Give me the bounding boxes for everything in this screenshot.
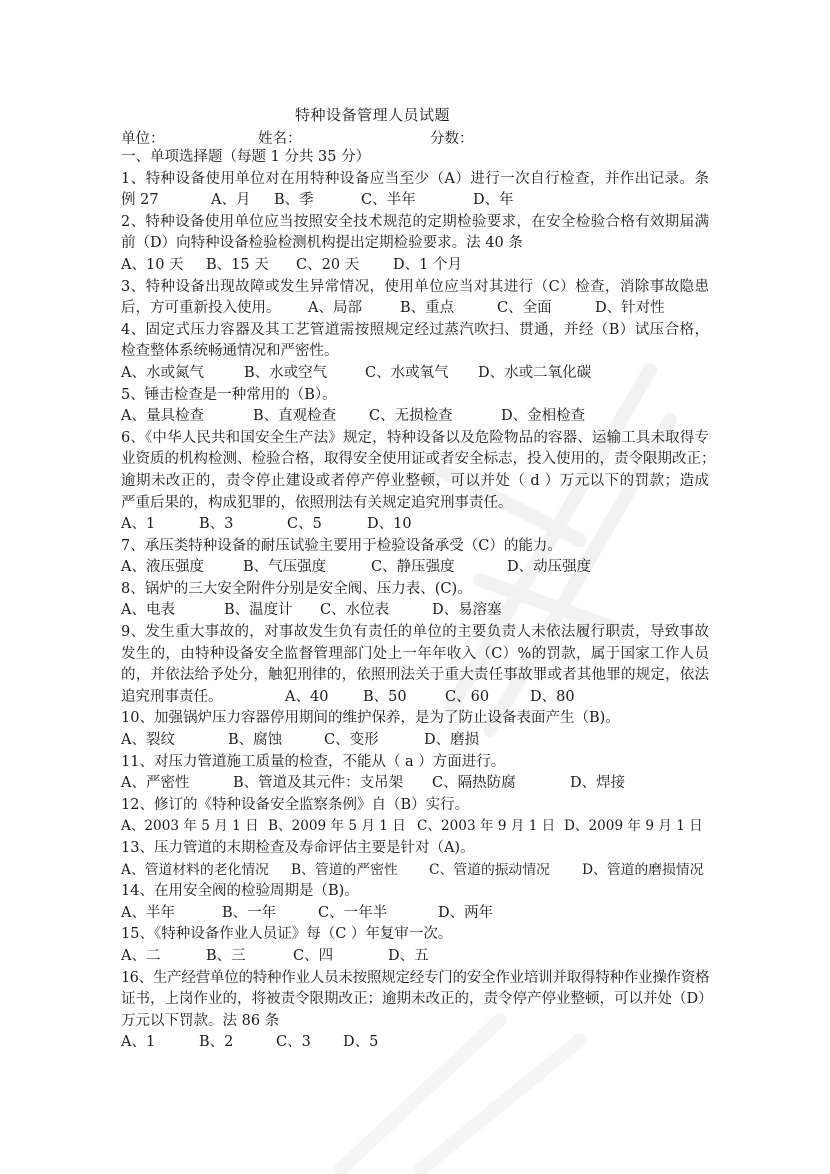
question-9-text-cont3: 追究刑事责任。 [121, 688, 223, 705]
option: A、电表 [121, 602, 175, 619]
question-4-text-cont: 检查整体系统畅通情况和严密性。 [121, 343, 339, 360]
unit-label: 单位： [121, 131, 165, 147]
option: D、五 [388, 947, 429, 964]
question-9-text-cont2: 的，并依法给予处分，触犯刑律的，依照刑法关于重大责任事故罪或者其他罪的规定，依法 [121, 667, 709, 684]
option: C、水位表 [320, 602, 390, 619]
option: C、2003 年 9 月 1 日 [417, 818, 556, 835]
option: C、无损检查 [369, 408, 453, 425]
question-16-options [121, 1032, 709, 1054]
option: A、1 [121, 1034, 156, 1051]
option: D、动压强度 [507, 559, 592, 576]
option: B、管道及其元件：支吊架 [233, 775, 404, 792]
question-6-text: 6、《中华人民共和国安全生产法》规定，特种设备以及危险物品的容器、运输工具未取得专 [121, 429, 709, 446]
question-14-text: 14、在用安全阀的检验周期是（B)。 [121, 883, 359, 900]
option: C、5 [287, 516, 322, 533]
option: A、严密性 [121, 775, 190, 792]
option: B、季 [274, 192, 314, 209]
option: B、一年 [222, 904, 277, 921]
option: D、针对性 [595, 300, 665, 317]
question-7-options [121, 557, 709, 579]
option: A、10 天 [121, 256, 184, 273]
option: C、3 [276, 1034, 311, 1051]
option: B、三 [206, 947, 246, 964]
question-11-options [121, 773, 709, 795]
option: D、焊接 [570, 775, 626, 792]
question-9-options [121, 687, 709, 709]
name-label: 姓名： [258, 131, 302, 147]
option: D、2009 年 9 月 1 日 [564, 818, 703, 835]
question-5-options [121, 406, 709, 428]
question-2-text-cont: 前（D）向特种设备检验检测机构提出定期检验要求。法 40 条 [121, 235, 523, 252]
question-16-text-cont: 证书，上岗作业的，将被责令限期改正；逾期未改正的，责令停产停业整顿，可以并处（D） [121, 991, 713, 1008]
header-row [121, 127, 721, 147]
option: A、裂纹 [121, 732, 175, 749]
option: B、重点 [400, 300, 455, 317]
question-6-text-cont2: 逾期未改正的，责令停止建设或者停产停业整顿，可以并处（ d ）万元以下的罚款；造成 [121, 472, 709, 489]
question-15-options [121, 946, 709, 968]
option: C、水或氧气 [365, 364, 449, 381]
option: D、管道的磨损情况 [582, 861, 704, 878]
option: B、腐蚀 [228, 732, 283, 749]
question-6-options [121, 514, 709, 536]
option: A、水或氮气 [121, 364, 204, 381]
option: D、5 [343, 1034, 379, 1051]
question-12-options [121, 816, 709, 838]
question-7-text: 7、承压类特种设备的耐压试验主要用于检验设备承受（C）的能力。 [121, 537, 562, 554]
question-16-text-cont2: 万元以下罚款。法 86 条 [121, 1012, 280, 1029]
score-label: 分数： [430, 131, 474, 147]
question-1-ref: 例 27 [121, 192, 159, 209]
question-11-text: 11、对压力管道施工质量的检查，不能从（ a ）方面进行。 [121, 753, 506, 770]
option: B、管道的严密性 [291, 861, 398, 878]
option: A、液压强度 [121, 559, 204, 576]
option: C、20 天 [296, 256, 360, 273]
option: C、半年 [361, 192, 416, 209]
question-8-text: 8、锅炉的三大安全附件分别是安全阀、压力表、(C)。 [121, 580, 472, 597]
option: B、直观检查 [253, 408, 337, 425]
option: D、金相检查 [501, 408, 586, 425]
option: D、1 个月 [393, 256, 462, 273]
option: D、年 [473, 192, 514, 209]
question-2-text: 2、特种设备使用单位应当按照安全技术规范的定期检验要求，在安全检验合格有效期届满 [121, 213, 709, 230]
question-10-text: 10、加强锅炉压力容器停用期间的维护保养，是为了防止设备表面产生（B)。 [121, 710, 620, 727]
question-5-text: 5、锤击检查是一种常用的（B）。 [121, 386, 337, 403]
option: C、四 [293, 947, 334, 964]
option: C、变形 [324, 732, 379, 749]
option: B、50 [363, 688, 407, 705]
option: C、管道的振动情况 [429, 861, 550, 878]
question-3-text: 3、特种设备出现故障或发生异常情况，使用单位应当对其进行（C）检查，消除事故隐患 [121, 278, 709, 295]
option: B、3 [199, 516, 234, 533]
option: A、40 [285, 688, 329, 705]
question-list [121, 147, 716, 1054]
option: B、2 [199, 1034, 234, 1051]
question-6-text-cont: 业资质的机构检测、检验合格，取得安全使用证或者安全标志，投入使用的，责令限期改正； [121, 451, 716, 468]
option: D、易溶塞 [432, 602, 502, 619]
option: B、温度计 [224, 602, 293, 619]
question-3-text-cont: 后，方可重新投入使用。 [121, 300, 281, 317]
question-9-text-cont: 发生的，由特种设备安全监督管理部门处上一年年收入（C）%的罚款，属于国家工作人员 [121, 645, 709, 662]
option: C、隔热防腐 [432, 775, 516, 792]
option: D、两年 [438, 904, 494, 921]
question-16-text: 16、生产经营单位的特种作业人员未按照规定经专门的安全作业培训并取得特种作业操作资格 [121, 969, 709, 986]
question-1-text: 1、特种设备使用单位对在用特种设备应当至少（A）进行一次自行检查，并作出记录。条 [121, 170, 709, 187]
question-1-options [121, 190, 709, 212]
question-9-text: 9、发生重大事故的，对事故发生负有责任的单位的主要负责人未依法履行职责，导致事故 [121, 624, 709, 641]
question-13-options [121, 860, 709, 882]
option: A、局部 [308, 300, 362, 317]
question-13-text: 13、压力管道的末期检查及寿命评估主要是针对（A)。 [121, 840, 475, 856]
section-heading: 一、单项选择题（每题 1 分共 35 分） [121, 149, 371, 165]
option: A、管道材料的老化情况 [121, 861, 269, 878]
question-3-options [121, 298, 709, 320]
option: B、气压强度 [243, 559, 327, 576]
option: C、60 [445, 688, 490, 705]
question-6-text-cont3: 严重后果的，构成犯罪的，依照刑法有关规定追究刑事责任。 [121, 494, 513, 511]
option: B、15 天 [206, 256, 269, 273]
question-4-options [121, 363, 709, 385]
question-10-options [121, 730, 709, 752]
option: A、半年 [121, 904, 175, 921]
option: A、1 [121, 516, 156, 533]
question-12-text: 12、修订的《特种设备安全监察条例》自（B）实行。 [121, 796, 470, 813]
question-15-text: 15、《特种设备作业人员证》每（C ）年复审一次。 [121, 926, 453, 943]
option: D、水或二氧化碳 [478, 364, 592, 381]
option: B、水或空气 [244, 364, 328, 381]
option: A、月 [211, 192, 251, 209]
question-8-options [121, 600, 709, 622]
question-2-options [121, 255, 709, 277]
option: C、静压强度 [371, 559, 455, 576]
option: C、全面 [497, 300, 552, 317]
option: B、2009 年 5 月 1 日 [268, 818, 406, 835]
question-4-text: 4、固定式压力容器及其工艺管道需按照规定经过蒸汽吹扫、贯通，并经（B）试压合格， [121, 321, 709, 338]
option: A、2003 年 5 月 1 日 [121, 818, 259, 835]
option: A、量具检查 [121, 408, 204, 425]
page-title: 特种设备管理人员试题 [295, 106, 451, 124]
option: D、10 [367, 516, 412, 533]
option: C、一年半 [318, 904, 388, 921]
option: D、80 [530, 688, 575, 705]
question-14-options [121, 903, 709, 925]
option: D、磨损 [424, 732, 480, 749]
option: A、二 [121, 947, 161, 964]
